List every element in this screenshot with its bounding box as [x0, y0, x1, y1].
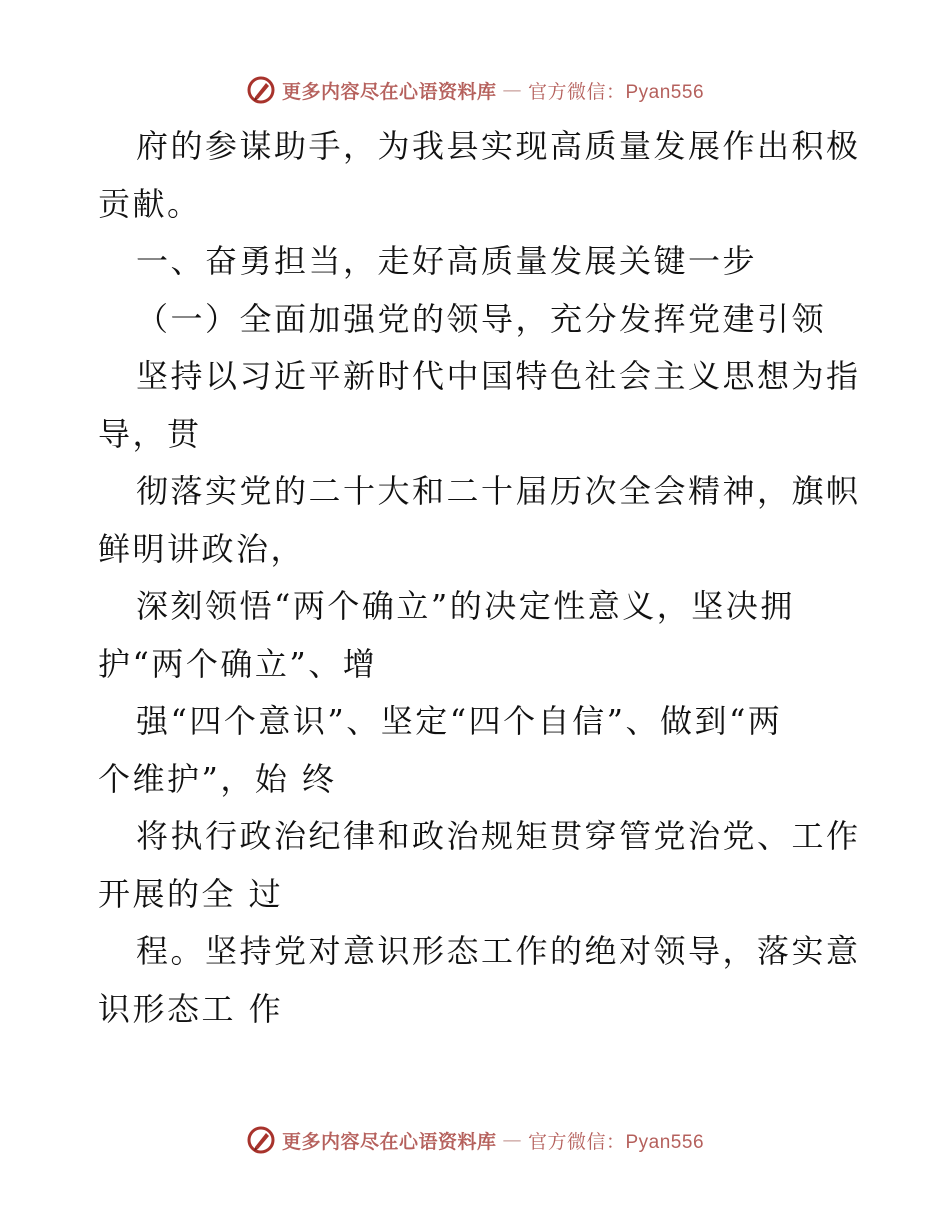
- body-line: 彻落实党的二十大和二十届历次全会精神，旗帜: [136, 472, 861, 510]
- body-line: 护“两个确立”、增: [98, 644, 378, 683]
- header-banner-separator: —: [502, 79, 522, 101]
- header-banner-text: 更多内容尽在心语资料库: [281, 80, 497, 103]
- body-line: 强“四个意识”、坚定“四个自信”、做到“两: [136, 702, 783, 740]
- body-line: 导，贯: [98, 414, 202, 453]
- footer-banner-text: 更多内容尽在心语资料库: [281, 1130, 497, 1153]
- body-line: 开展的全 过: [98, 874, 284, 913]
- body-line: 贡献。: [98, 184, 202, 223]
- body-line: 识形态工 作: [98, 989, 284, 1028]
- body-line: 深刻领悟“两个确立”的决定性意义，坚决拥: [136, 587, 795, 625]
- footer-banner-separator: —: [502, 1129, 522, 1151]
- pen-circle-icon: [246, 75, 276, 105]
- body-line: 府的参谋助手，为我县实现高质量发展作出积极: [136, 127, 861, 165]
- footer-banner: [0, 1122, 950, 1158]
- header-banner: [0, 72, 950, 108]
- footer-banner-contact: 官方微信：Pyan556: [528, 1131, 705, 1153]
- header-banner-contact: 官方微信：Pyan556: [528, 81, 705, 103]
- body-line: 坚持以习近平新时代中国特色社会主义思想为指: [136, 357, 861, 395]
- section-heading: 一、奋勇担当，走好高质量发展关键一步: [136, 242, 758, 280]
- document-body: [98, 118, 861, 1038]
- subsection-heading: （一）全面加强党的领导，充分发挥党建引领: [136, 299, 827, 338]
- body-line: 鲜明讲政治，: [98, 529, 306, 568]
- body-line: 个维护”，始 终: [98, 759, 337, 798]
- body-line: 程。坚持党对意识形态工作的绝对领导，落实意: [136, 932, 861, 970]
- body-line: 将执行政治纪律和政治规矩贯穿管党治党、工作: [136, 817, 861, 855]
- pen-circle-icon: [246, 1125, 276, 1155]
